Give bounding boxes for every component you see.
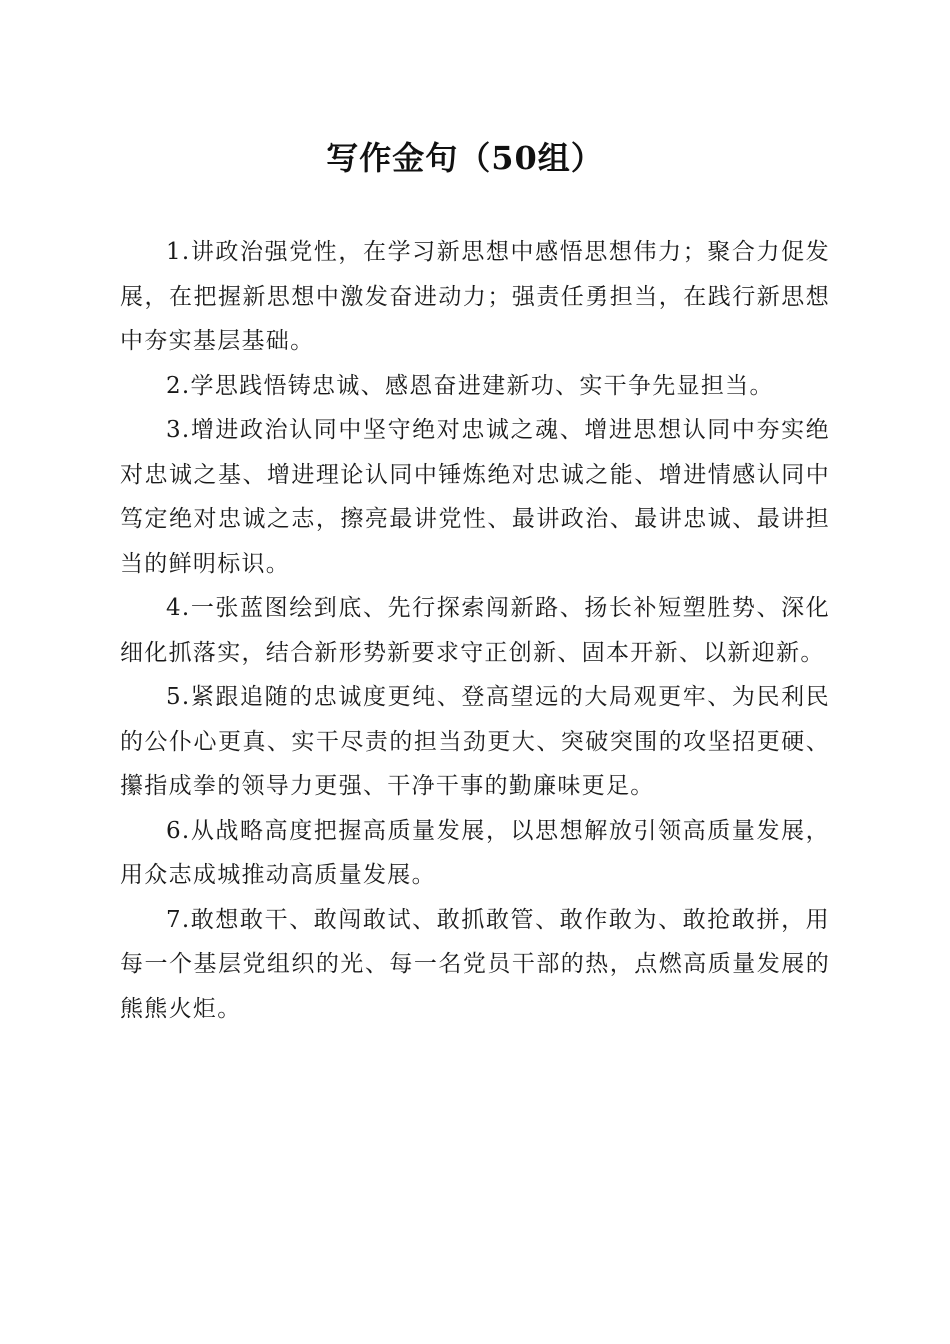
paragraph-6: 6.从战略高度把握高质量发展，以思想解放引领高质量发展，用众志成城推动高质量发展。 [120,817,830,888]
paragraph-4: 4.一张蓝图绘到底、先行探索闯新路、扬长补短塑胜势、深化细化抓落实，结合新形势新要求守正创新、固本开新、以新迎新。 [120,595,830,666]
paragraph-1: 1.讲政治强党性，在学习新思想中感悟思想伟力；聚合力促发展，在把握新思想中激发奋进动力；强责任勇担当，在践行新思想中夯实基层基础。 [120,239,830,354]
document-body [120,230,830,1031]
paragraph-7: 7.敢想敢干、敢闯敢试、敢抓敢管、敢作敢为、敢抢敢拼，用每一个基层党组织的光、每一名党员干部的热，点燃高质量发展的熊熊火炬。 [120,906,830,1022]
paragraph-5: 5.紧跟追随的忠诚度更纯、登高望远的大局观更牢、为民利民的公仆心更真、实干尽责的担当劲更大、突破突围的攻坚招更硬、攥指成拳的领导力更强、干净干事的勤廉味更足。 [120,684,830,799]
paragraph-2: 2.学思践悟铸忠诚、感恩奋进建新功、实干争先显担当。 [166,372,774,399]
paragraph-3: 3.增进政治认同中坚守绝对忠诚之魂、增进思想认同中夯实绝对忠诚之基、增进理论认同中锤炼绝对忠诚之能、增进情感认同中笃定绝对忠诚之志，擦亮最讲党性、最讲政治、最讲忠诚、最讲担当的鲜明标识。 [120,417,830,577]
document-title: 写作金句（50组） [326,139,604,177]
